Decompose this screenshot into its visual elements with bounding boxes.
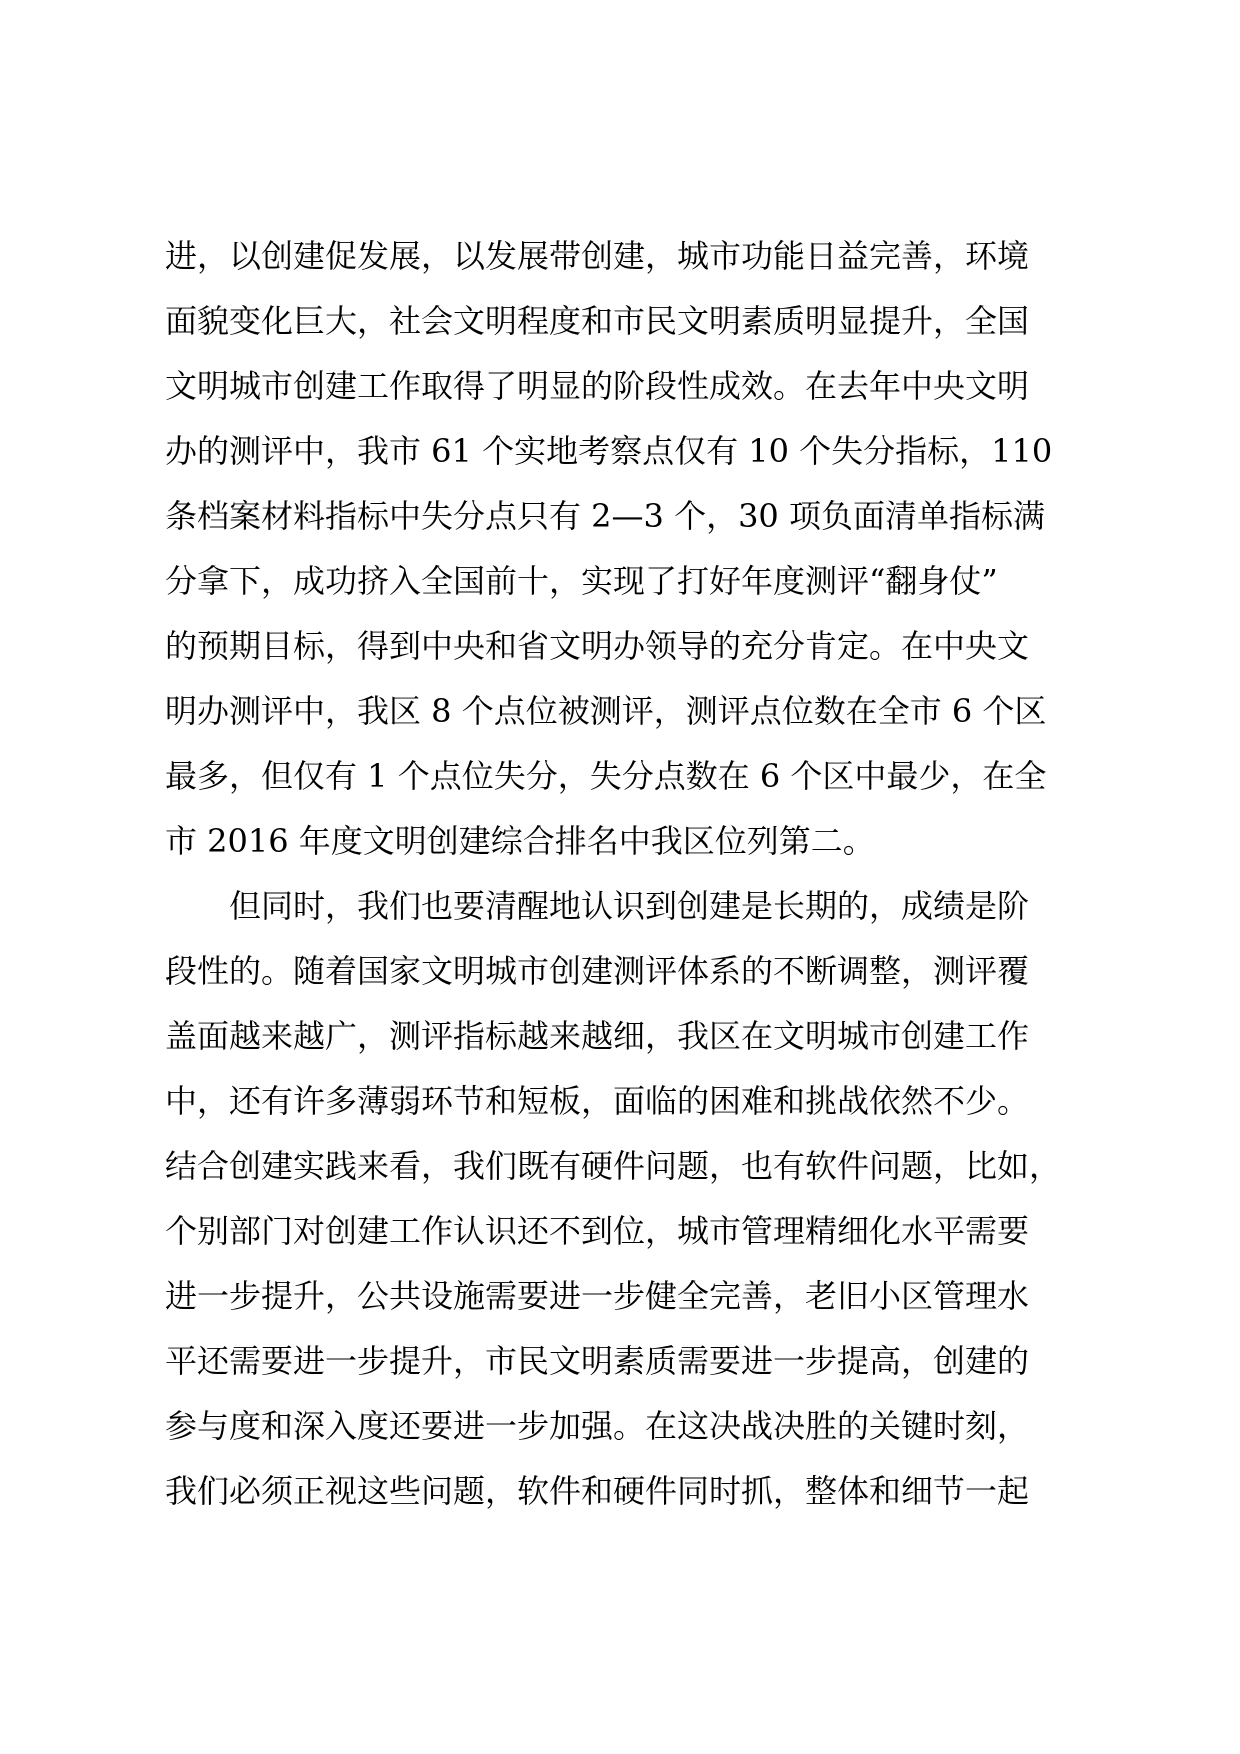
text-line: 办的测评中，我市 61 个实地考察点仅有 10 个失分指标，110 <box>165 432 1053 470</box>
text-line: 个别部门对创建工作认识还不到位，城市管理精细化水平需要 <box>165 1212 1030 1250</box>
text-line: 中，还有许多薄弱环节和短板，面临的困难和挑战依然不少。 <box>165 1082 1030 1120</box>
paragraph-2 <box>165 874 1075 1524</box>
text-line: 分拿下，成功挤入全国前十，实现了打好年度测评“翻身仗” <box>165 562 998 600</box>
text-line: 进一步提升，公共设施需要进一步健全完善，老旧小区管理水 <box>165 1277 1030 1315</box>
text-line: 但同时，我们也要清醒地认识到创建是长期的，成绩是阶 <box>165 887 1030 925</box>
text-line: 段性的。随着国家文明城市创建测评体系的不断调整，测评覆 <box>165 952 1030 990</box>
body-text <box>165 224 1075 1524</box>
text-line: 平还需要进一步提升，市民文明素质需要进一步提高，创建的 <box>165 1342 1030 1380</box>
text-line: 最多，但仅有 1 个点位失分，失分点数在 6 个区中最少，在全 <box>165 757 1047 795</box>
text-line: 我们必须正视这些问题，软件和硬件同时抓，整体和细节一起 <box>165 1472 1030 1510</box>
text-line: 的预期目标，得到中央和省文明办领导的充分肯定。在中央文 <box>165 627 1030 665</box>
text-line: 明办测评中，我区 8 个点位被测评，测评点位数在全市 6 个区 <box>165 692 1047 730</box>
text-line: 文明城市创建工作取得了明显的阶段性成效。在去年中央文明 <box>165 367 1030 405</box>
paragraph-1 <box>165 224 1075 874</box>
text-line: 面貌变化巨大，社会文明程度和市民文明素质明显提升，全国 <box>165 302 1030 340</box>
text-line: 盖面越来越广，测评指标越来越细，我区在文明城市创建工作 <box>165 1017 1030 1055</box>
text-line: 结合创建实践来看，我们既有硬件问题，也有软件问题，比如， <box>165 1147 1062 1185</box>
text-line: 参与度和深入度还要进一步加强。在这决战决胜的关键时刻， <box>165 1407 1030 1445</box>
text-line: 条档案材料指标中失分点只有 2—3 个，30 项负面清单指标满 <box>165 497 1045 535</box>
text-line: 进，以创建促发展，以发展带创建，城市功能日益完善，环境 <box>165 237 1030 275</box>
text-line: 市 2016 年度文明创建综合排名中我区位列第二。 <box>165 822 875 860</box>
